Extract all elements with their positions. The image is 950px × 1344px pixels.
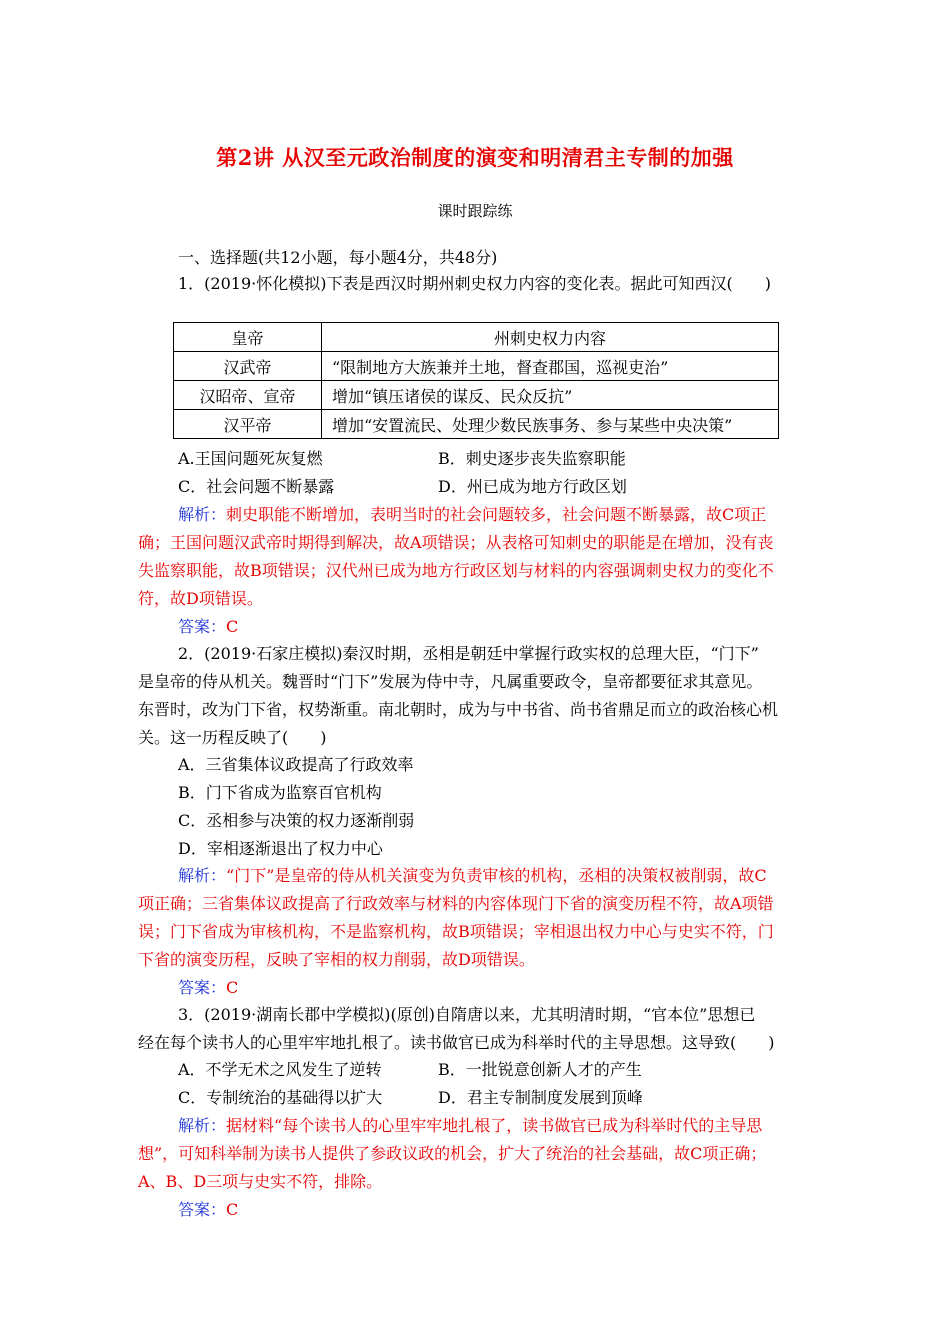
table-header-cell: 州刺史权力内容 xyxy=(322,323,779,352)
page-subtitle: 课时跟踪练 xyxy=(437,202,513,220)
table-header-row xyxy=(174,323,779,352)
q2-analysis-line: 下省的演变历程，反映了宰相的权力削弱，故D项错误。 xyxy=(138,950,535,969)
q2-analysis-line: 误；门下省成为审核机构，不是监察机构，故B项错误；宰相退出权力中心与史实不符，门 xyxy=(138,922,774,941)
q1-stem: 1．(2019·怀化模拟)下表是西汉时期州刺史权力内容的变化表。据此可知西汉( ) xyxy=(178,274,771,293)
q1-analysis-line: 失监察职能，故B项错误；汉代州已成为地方行政区划与材料的内容强调刺史权力的变化不 xyxy=(138,561,774,580)
q3-analysis-line: A、B、D三项与史实不符，排除。 xyxy=(138,1172,383,1191)
analysis-label: 解析： xyxy=(178,1116,227,1135)
table-row xyxy=(174,410,779,439)
q2-stem-line: 东晋时，改为门下省，权势渐重。南北朝时，成为与中书省、尚书省鼎足而立的政治核心机 xyxy=(138,700,779,719)
q1-analysis-line xyxy=(178,502,766,525)
q2-option-b: B．门下省成为监察百官机构 xyxy=(178,783,382,802)
q1-answer xyxy=(178,614,238,637)
table-cell: 增加“安置流民、处理少数民族事务、参与某些中央决策” xyxy=(322,410,779,439)
q1-table xyxy=(173,322,779,439)
q2-analysis-line: 项正确；三省集体议政提高了行政效率与材料的内容体现门下省的演变历程不符，故A项错 xyxy=(138,894,774,913)
table-cell: 汉平帝 xyxy=(174,410,322,439)
table-header-cell: 皇帝 xyxy=(174,323,322,352)
q2-option-a: A．三省集体议政提高了行政效率 xyxy=(178,755,414,774)
q2-option-d: D．宰相逐渐退出了权力中心 xyxy=(178,839,383,858)
q2-answer xyxy=(178,975,238,998)
q3-option-d: D．君主专制制度发展到顶峰 xyxy=(438,1088,643,1107)
q3-analysis-line xyxy=(178,1113,762,1136)
page-title: 第2讲 从汉至元政治制度的演变和明清君主专制的加强 xyxy=(216,145,734,170)
table-cell: “限制地方大族兼并土地，督查郡国，巡视吏治” xyxy=(322,352,779,381)
q3-stem-line: 经在每个读书人的心里牢牢地扎根了。读书做官已成为科举时代的主导思想。这导致( ) xyxy=(138,1033,775,1052)
q1-option-a: A.王国问题死灰复燃 xyxy=(178,449,323,468)
answer-value: C xyxy=(226,978,239,997)
analysis-text: 据材料“每个读书人的心里牢牢地扎根了，读书做官已成为科举时代的主导思 xyxy=(226,1116,763,1135)
analysis-label: 解析： xyxy=(178,866,227,885)
q1-analysis-line: 符，故D项错误。 xyxy=(138,589,263,608)
q3-stem-line: 3．(2019·湖南长郡中学模拟)(原创)自隋唐以来，尤其明清时期，“官本位”思想已 xyxy=(178,1005,756,1024)
q2-stem-line: 2．(2019·石家庄模拟)秦汉时期，丞相是朝廷中掌握行政实权的总理大臣，“门下” xyxy=(178,644,759,663)
q3-option-c: C．专制统治的基础得以扩大 xyxy=(178,1088,383,1107)
answer-label: 答案： xyxy=(178,1200,227,1219)
analysis-label: 解析： xyxy=(178,505,227,524)
analysis-text: “门下”是皇帝的侍从机关演变为负责审核的机构，丞相的决策权被削弱，故C xyxy=(226,866,767,885)
answer-value: C xyxy=(226,617,239,636)
answer-value: C xyxy=(226,1200,239,1219)
q2-stem-line: 关。这一历程反映了( ) xyxy=(138,728,327,747)
answer-label: 答案： xyxy=(178,617,227,636)
q1-option-d: D．州已成为地方行政区划 xyxy=(438,477,627,496)
q3-option-a: A．不学无术之风发生了逆转 xyxy=(178,1060,382,1079)
table-row xyxy=(174,352,779,381)
q3-option-b: B．一批锐意创新人才的产生 xyxy=(438,1060,642,1079)
q1-option-b: B．刺史逐步丧失监察职能 xyxy=(438,449,626,468)
q3-answer xyxy=(178,1197,238,1220)
q2-analysis-line xyxy=(178,863,767,886)
answer-label: 答案： xyxy=(178,978,227,997)
analysis-text: 刺史职能不断增加，表明当时的社会问题较多，社会问题不断暴露，故C项正 xyxy=(226,505,767,524)
q3-analysis-line: 想”，可知科举制为读书人提供了参政议政的机会，扩大了统治的社会基础，故C项正确； xyxy=(138,1144,767,1163)
section-heading: 一、选择题(共12小题，每小题4分，共48分) xyxy=(178,248,498,267)
table-cell: 汉昭帝、宣帝 xyxy=(174,381,322,410)
table-cell: 增加“镇压诸侯的谋反、民众反抗” xyxy=(322,381,779,410)
q1-analysis-line: 确；王国问题汉武帝时期得到解决，故A项错误；从表格可知刺史的职能是在增加，没有丧 xyxy=(138,533,774,552)
q1-option-c: C．社会问题不断暴露 xyxy=(178,477,335,496)
table-row xyxy=(174,381,779,410)
q2-option-c: C．丞相参与决策的权力逐渐削弱 xyxy=(178,811,415,830)
table-cell: 汉武帝 xyxy=(174,352,322,381)
q2-stem-line: 是皇帝的侍从机关。魏晋时“门下”发展为侍中寺，凡属重要政令，皇帝都要征求其意见。 xyxy=(138,672,763,691)
